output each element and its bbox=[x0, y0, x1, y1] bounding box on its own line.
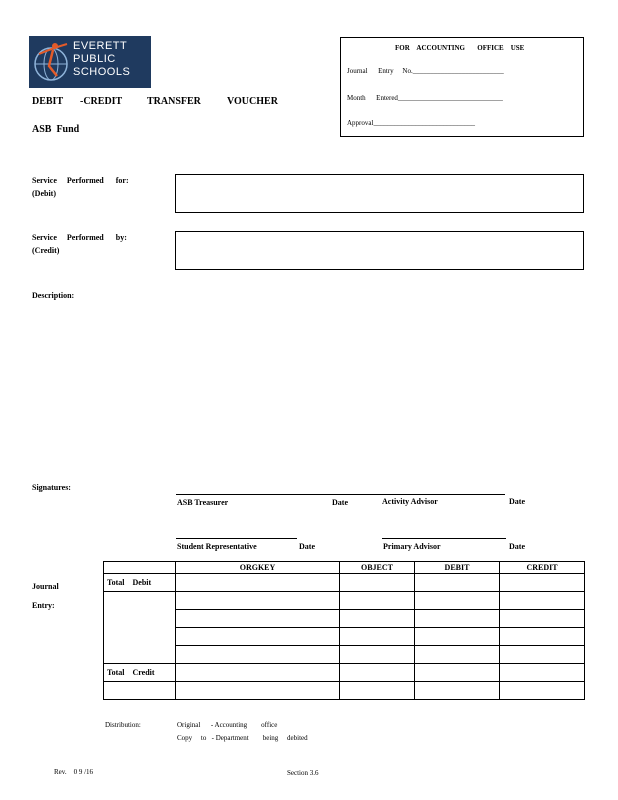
revision-label: Rev. 0 9 /16 bbox=[54, 768, 94, 776]
table-cell[interactable] bbox=[176, 574, 340, 592]
table-cell[interactable] bbox=[340, 628, 415, 646]
table-cell[interactable] bbox=[500, 574, 585, 592]
signature-line-2[interactable] bbox=[176, 538, 297, 539]
distribution-label: Distribution: bbox=[105, 721, 141, 729]
signature-line-3[interactable] bbox=[382, 538, 506, 539]
signatures-label: Signatures: bbox=[32, 483, 71, 492]
asb-treasurer-label: ASB Treasurer bbox=[177, 498, 229, 507]
table-cell[interactable] bbox=[415, 592, 500, 610]
globe-figure-icon bbox=[33, 40, 73, 84]
service-for-input[interactable] bbox=[175, 174, 584, 213]
logo-line-2: PUBLIC bbox=[73, 53, 116, 65]
month-entered-field[interactable]: Month Entered______________________________ bbox=[347, 94, 503, 102]
table-cell[interactable] bbox=[415, 628, 500, 646]
table-row bbox=[104, 628, 585, 646]
table-row bbox=[104, 610, 585, 628]
date-label-2: Date bbox=[509, 497, 525, 506]
debit-lines-cell bbox=[104, 592, 176, 664]
table-cell[interactable] bbox=[415, 646, 500, 664]
signature-line-1[interactable] bbox=[176, 494, 505, 495]
title-voucher: VOUCHER bbox=[227, 96, 278, 107]
table-cell[interactable] bbox=[500, 628, 585, 646]
table-cell[interactable] bbox=[340, 592, 415, 610]
debit-header: DEBIT bbox=[415, 562, 500, 574]
table-cell[interactable] bbox=[340, 664, 415, 682]
table-header-row bbox=[104, 562, 585, 574]
everett-public-schools-logo bbox=[29, 36, 151, 88]
orgkey-header: ORGKEY bbox=[176, 562, 340, 574]
service-for-label: Service Performed for: bbox=[32, 176, 129, 185]
journal-entry-table bbox=[103, 561, 585, 700]
activity-advisor-label: Activity Advisor bbox=[382, 497, 438, 506]
table-cell[interactable] bbox=[500, 646, 585, 664]
table-cell[interactable] bbox=[176, 664, 340, 682]
service-by-input[interactable] bbox=[175, 231, 584, 270]
title-transfer: TRANSFER bbox=[147, 96, 201, 107]
service-by-credit-label: (Credit) bbox=[32, 246, 60, 255]
office-box-heading: FOR ACCOUNTING OFFICE USE bbox=[395, 44, 525, 52]
credit-header: CREDIT bbox=[500, 562, 585, 574]
table-cell[interactable] bbox=[500, 664, 585, 682]
title-debit: DEBIT bbox=[32, 96, 64, 107]
logo-line-3: SCHOOLS bbox=[73, 66, 131, 78]
table-cell[interactable] bbox=[176, 592, 340, 610]
distribution-line-1: Original - Accounting office bbox=[177, 721, 278, 729]
accounting-office-box bbox=[340, 37, 584, 137]
fund-label: ASB Fund bbox=[32, 124, 80, 135]
description-area[interactable] bbox=[32, 305, 584, 475]
table-row bbox=[104, 682, 585, 700]
table-row bbox=[104, 574, 585, 592]
blank-header-cell bbox=[104, 562, 176, 574]
student-rep-label: Student Representative bbox=[177, 542, 257, 551]
journal-entry-no-field[interactable]: Journal Entry No.__________________________ bbox=[347, 67, 504, 75]
table-cell[interactable] bbox=[176, 628, 340, 646]
total-debit-label: Total Debit bbox=[104, 574, 176, 592]
total-credit-label: Total Credit bbox=[104, 664, 176, 682]
service-for-debit-label: (Debit) bbox=[32, 189, 56, 198]
primary-advisor-label: Primary Advisor bbox=[383, 542, 441, 551]
table-cell[interactable] bbox=[415, 664, 500, 682]
credit-lines-cell bbox=[104, 682, 176, 700]
table-cell[interactable] bbox=[176, 682, 340, 700]
title-credit: -CREDIT bbox=[80, 96, 123, 107]
table-cell[interactable] bbox=[500, 682, 585, 700]
table-cell[interactable] bbox=[340, 610, 415, 628]
object-header: OBJECT bbox=[340, 562, 415, 574]
date-label-3: Date bbox=[299, 542, 315, 551]
logo-line-1: EVERETT bbox=[73, 40, 128, 52]
table-cell[interactable] bbox=[340, 646, 415, 664]
approval-field[interactable]: Approval_____________________________ bbox=[347, 119, 475, 127]
table-cell[interactable] bbox=[500, 592, 585, 610]
table-row bbox=[104, 592, 585, 610]
distribution-line-2: Copy to - Department being debited bbox=[177, 734, 308, 742]
date-label-4: Date bbox=[509, 542, 525, 551]
table-cell[interactable] bbox=[415, 610, 500, 628]
table-row bbox=[104, 664, 585, 682]
table-cell[interactable] bbox=[415, 682, 500, 700]
date-label-1: Date bbox=[332, 498, 348, 507]
journal-label: Journal bbox=[32, 582, 59, 591]
table-row bbox=[104, 646, 585, 664]
service-by-label: Service Performed by: bbox=[32, 233, 127, 242]
table-cell[interactable] bbox=[340, 682, 415, 700]
table-cell[interactable] bbox=[176, 610, 340, 628]
entry-label: Entry: bbox=[32, 601, 55, 610]
description-label: Description: bbox=[32, 291, 75, 300]
table-cell[interactable] bbox=[500, 610, 585, 628]
table-cell[interactable] bbox=[340, 574, 415, 592]
section-label: Section 3.6 bbox=[287, 769, 319, 777]
table-cell[interactable] bbox=[176, 646, 340, 664]
table-cell[interactable] bbox=[415, 574, 500, 592]
